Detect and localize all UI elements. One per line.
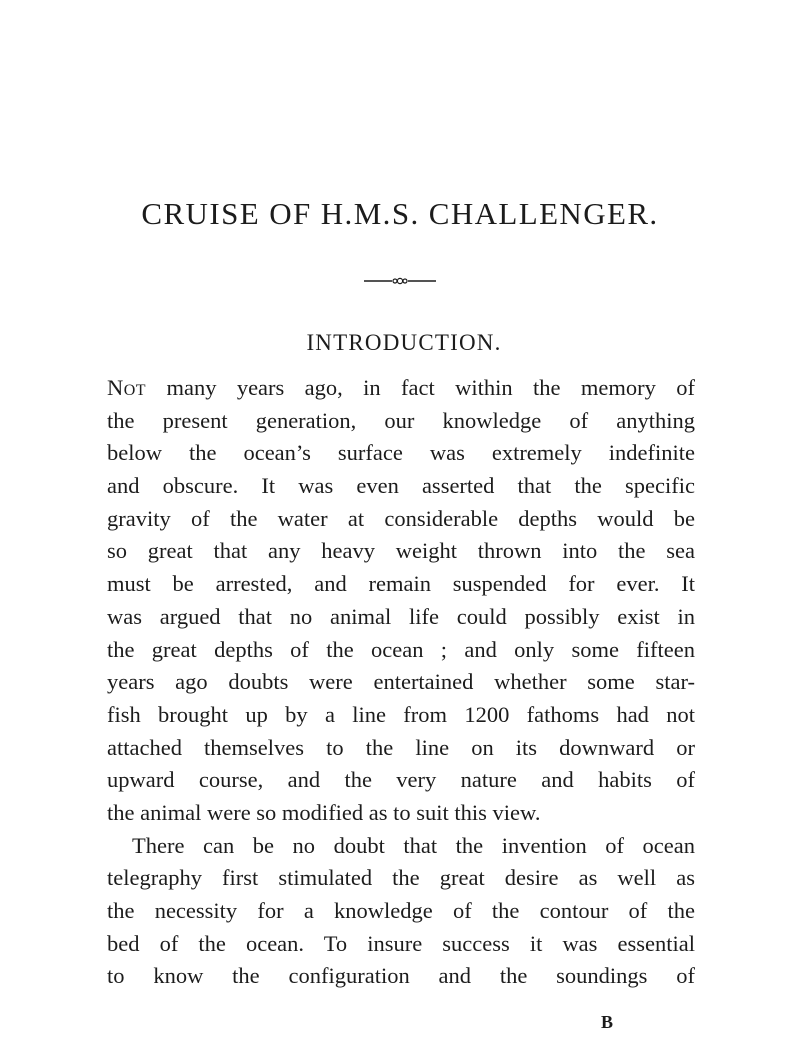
text-line: the necessity for a knowledge of the contour of the	[107, 898, 695, 923]
text-line: below the ocean’s surface was extremely indefinite	[107, 440, 695, 466]
text-line: telegraphy first stimulated the great desire as well as	[107, 865, 695, 891]
text-line	[107, 372, 695, 405]
text-line: years ago doubts were entertained whether some star-	[107, 669, 695, 695]
text-line: There can be no doubt that the invention of ocean	[132, 832, 695, 858]
ornamental-rule-icon	[364, 276, 436, 286]
signature-mark: B	[601, 1012, 614, 1032]
book-title: CRUISE OF H.M.S. CHALLENGER.	[141, 196, 659, 231]
text-line: gravity of the water at considerable depths would be	[107, 505, 695, 531]
text-line: fish brought up by a line from 1200 fathoms had not	[107, 701, 695, 727]
text-line: upward course, and the very nature and habits of	[107, 767, 695, 793]
drop-lead-word: Not	[107, 375, 147, 400]
text-line: attached themselves to the line on its downward or	[107, 734, 695, 760]
text-line: must be arrested, and remain suspended for ever. It	[107, 571, 695, 597]
text-line-content: many years ago, in fact within the memory of	[146, 375, 695, 400]
text-line: the great depths of the ocean ; and only some fifteen	[107, 636, 695, 662]
text-line: and obscure. It was even asserted that the specific	[107, 473, 695, 499]
section-heading: INTRODUCTION.	[306, 330, 502, 355]
text-line: to know the configuration and the soundings of	[107, 963, 695, 989]
text-line: the animal were so modified as to suit this view.	[107, 799, 541, 825]
text-line: so great that any heavy weight thrown into the sea	[107, 538, 695, 564]
text-line: was argued that no animal life could possibly exist in	[107, 603, 695, 629]
text-line: bed of the ocean. To insure success it was essential	[107, 930, 695, 956]
body-text	[107, 372, 695, 993]
text-line: the present generation, our knowledge of anything	[107, 407, 695, 433]
